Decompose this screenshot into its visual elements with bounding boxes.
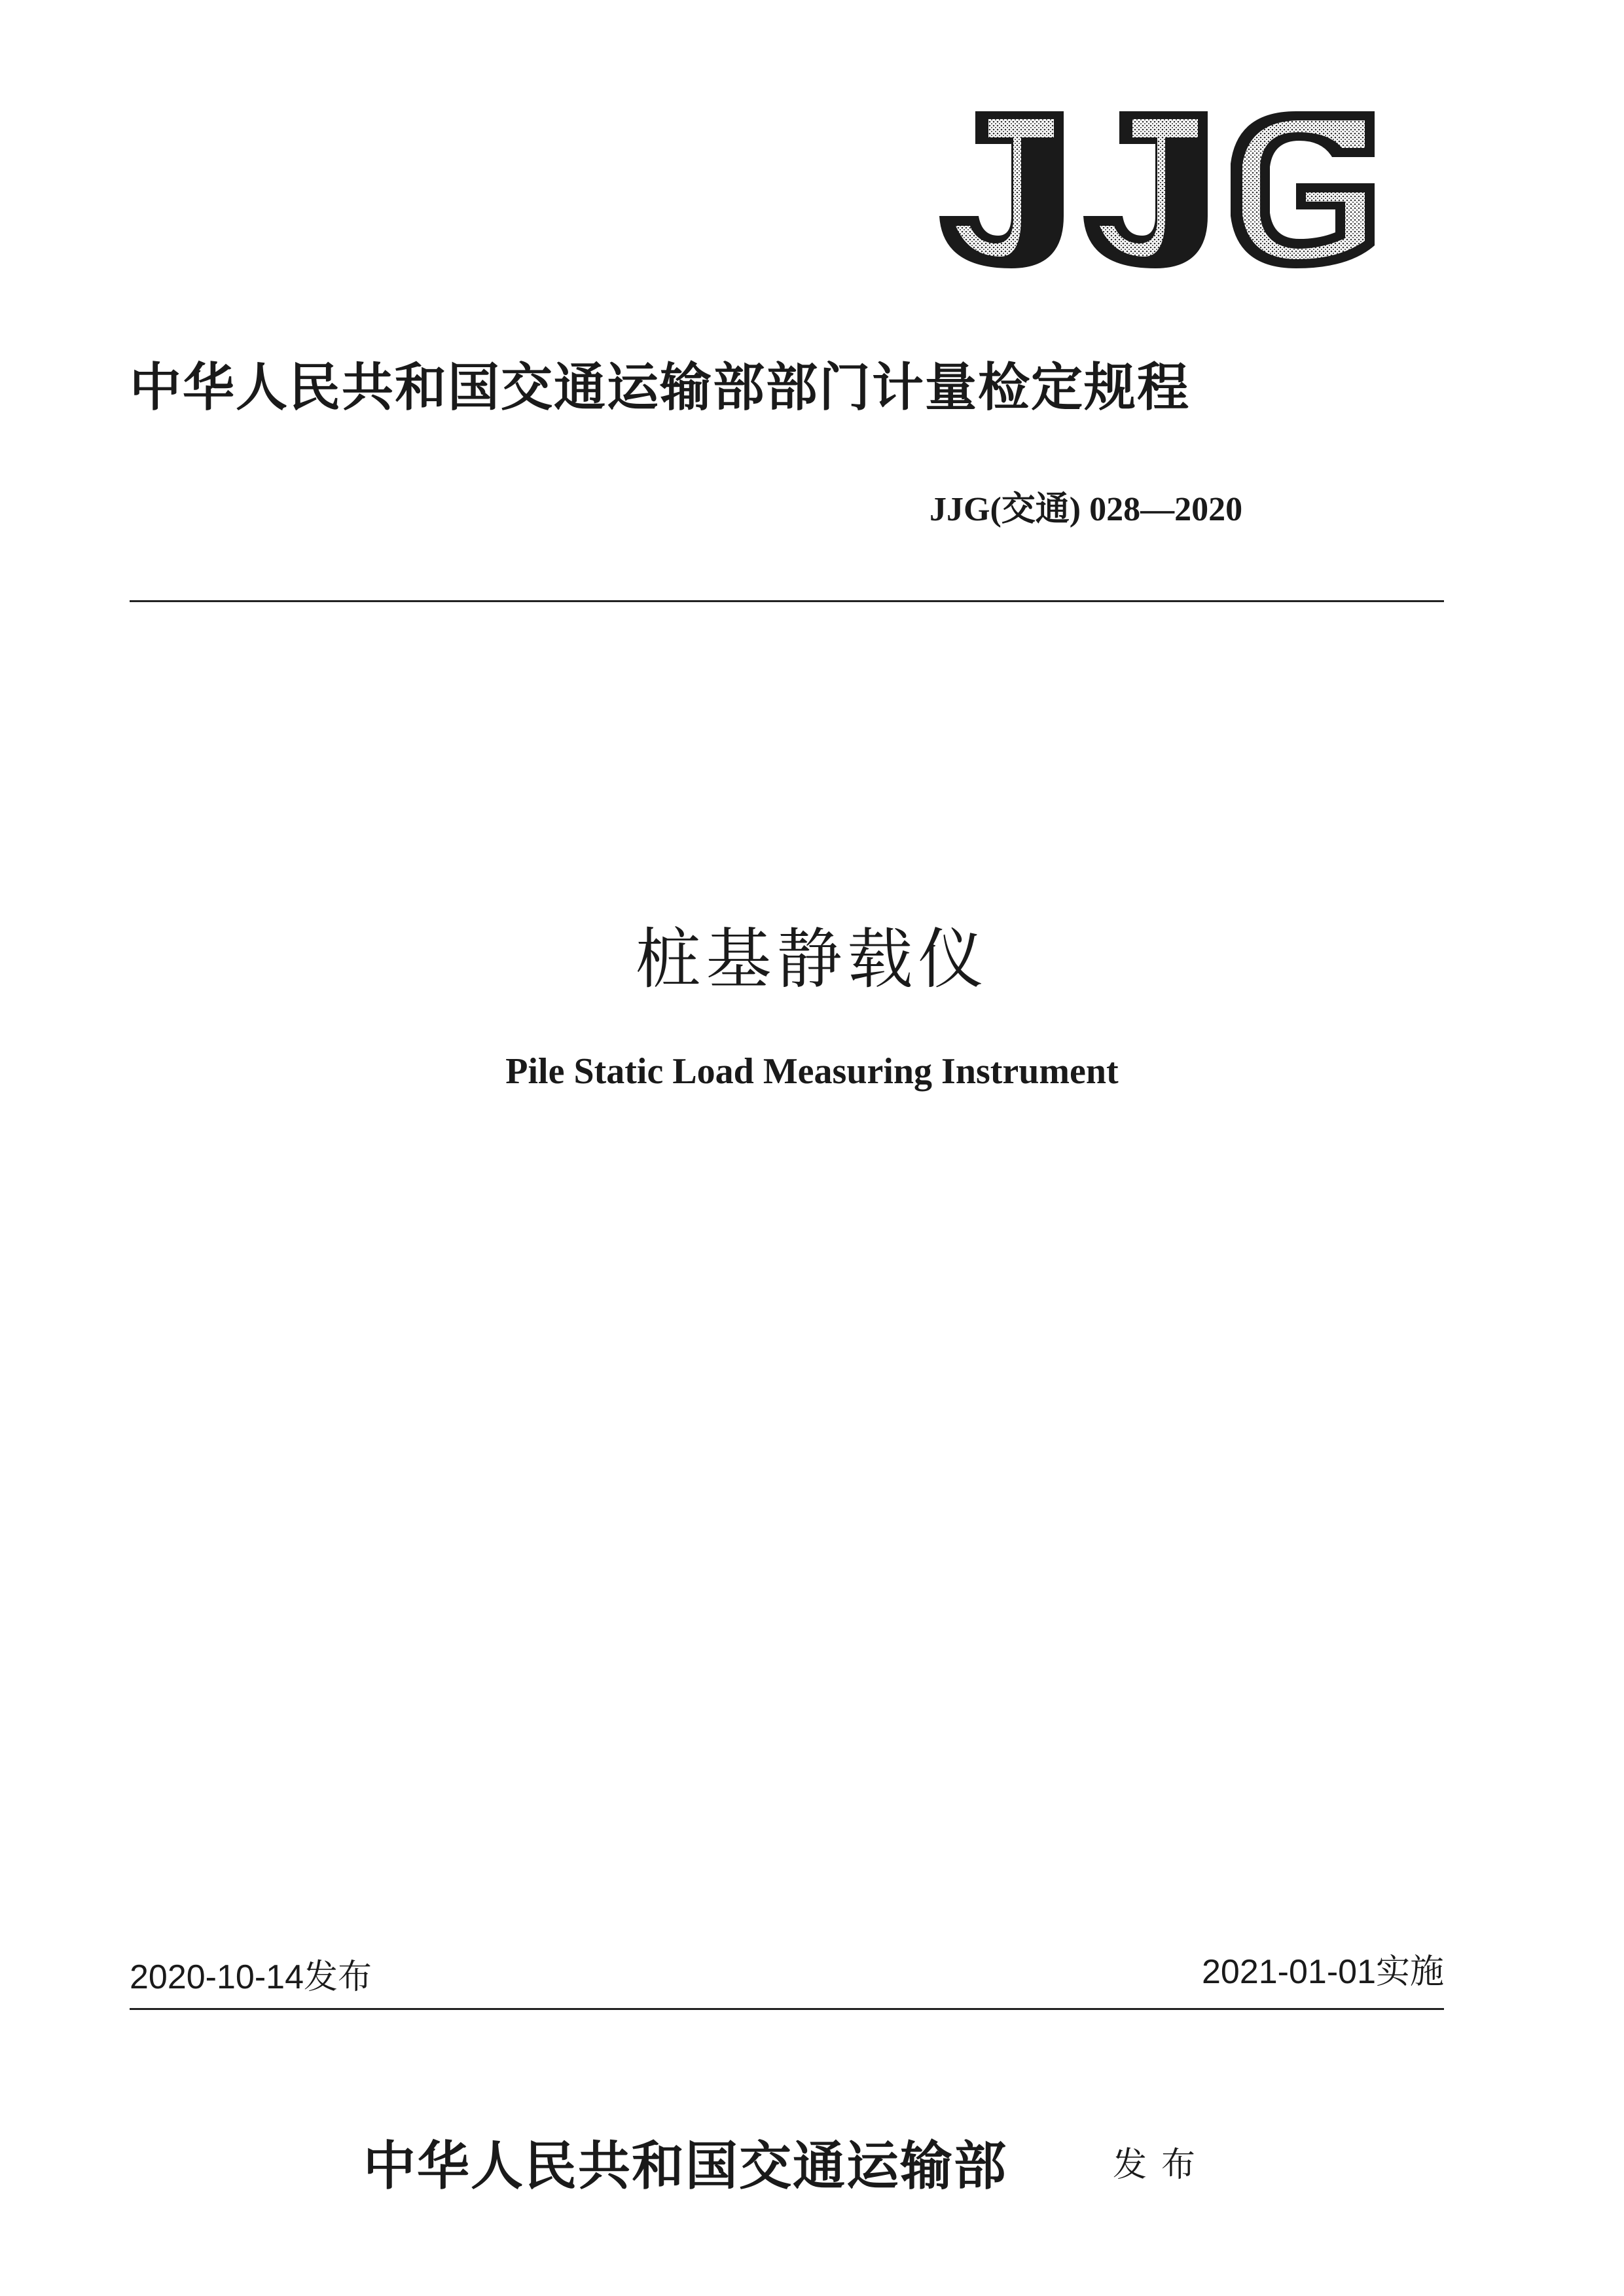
implementation-date: 2021-01-01实施 [1202,1953,1444,1991]
top-divider [130,600,1444,602]
publish-label: 发布 [1113,2145,1210,2185]
title-chinese: 桩基静载仪 [635,921,989,997]
logo-letter-j2 [1083,111,1208,268]
issue-date: 2020-10-14发布 [130,1958,372,1996]
regulation-category: 中华人民共和国交通运输部部门计量检定规程 [130,357,1190,418]
jjg-logo [929,105,1381,275]
title-english: Pile Static Load Measuring Instrument [505,1051,1119,1092]
jjg-logo-graphic [929,105,1381,275]
standard-number: JJG(交通) 028—2020 [929,491,1243,528]
publisher: 中华人民共和国交通运输部 [363,2136,1007,2197]
logo-letter-j1 [939,111,1064,268]
logo-letter-g [1231,111,1375,268]
bottom-divider [130,2008,1444,2010]
